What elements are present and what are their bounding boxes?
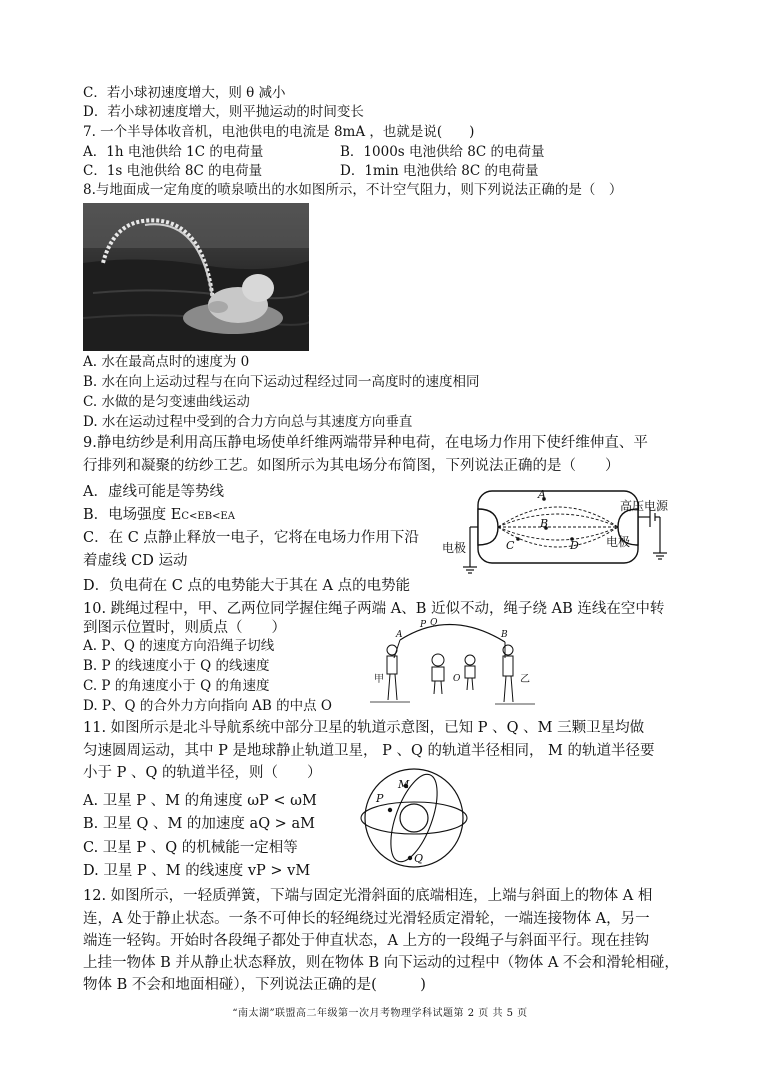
option-line: D．若小球初速度增大，则平抛运动的时间变长 [83, 104, 364, 120]
fountain-photo [83, 203, 309, 351]
option-9b-text: B．电场强度 E [83, 507, 182, 523]
option-10c: C. P 的角速度小于 Q 的角速度 [83, 678, 270, 694]
option-7a: A．1h 电池供给 1C 的电荷量 [83, 144, 264, 160]
power-label: 高压电源 [620, 499, 669, 513]
question-12-line5: 物体 B 不会和地面相碰），下列说法正确的是( ) [83, 977, 426, 993]
question-11-line3: 小于 P 、Q 的轨道半径，则（ ） [83, 765, 322, 781]
option-8a: A. 水在最高点时的速度为 0 [83, 354, 250, 370]
option-9a: A．虚线可能是等势线 [83, 484, 224, 500]
person-yi-label: 乙 [520, 674, 530, 685]
option-10a: A. P、Q 的速度方向沿绳子切线 [83, 638, 275, 654]
option-9c-line1: C．在 C 点静止释放一电子，它将在电场力作用下沿 [83, 530, 419, 546]
satellite-q-label: Q [414, 852, 424, 865]
point-d-label: D [570, 539, 579, 552]
option-11d: D. 卫星 P 、M 的线速度 vP > vM [83, 863, 311, 879]
option-9b-subscript: C<EB<EA [181, 511, 235, 522]
satellite-p-label: P [376, 792, 384, 805]
question-12-line3: 端连一轻钩。开始时各段绳子都处于伸直状态，A 上方的一段绳子与斜面平行。现在挂钩 [83, 933, 650, 949]
option-8d: D. 水在运动过程中受到的合力方向总与其速度方向垂直 [83, 414, 413, 430]
point-c-label: C [506, 539, 515, 552]
question-10-line1: 10. 跳绳过程中，甲、乙两位同学握住绳子两端 A、B 近似不动，绳子绕 AB 连线在空中转 [83, 601, 665, 617]
question-10-line2: 到图示位置时，则质点（ ） [83, 620, 286, 636]
point-a-label: A [538, 488, 546, 501]
question-7: 7. 一个半导体收音机，电池供电的电流是 8mA ，也就是说( ) [83, 124, 475, 140]
left-electrode-label: 电极 [442, 541, 467, 555]
satellite-m-label: M [398, 778, 410, 791]
page-footer: “南太湖”联盟高二年级第一次月考物理学科试题第 2 页 共 5 页 [232, 1008, 528, 1019]
jump-rope-diagram [370, 620, 540, 710]
electric-field-diagram [440, 487, 680, 579]
question-12-line2: 连，A 处于静止状态。一条不可伸长的轻绳绕过光滑轻质定滑轮，一端连接物体 A，另一 [83, 911, 650, 927]
option-7b: B．1000s 电池供给 8C 的电荷量 [340, 144, 545, 160]
person-jia-label: 甲 [374, 674, 384, 685]
rope-label-a: A [396, 630, 403, 640]
option-9d: D．负电荷在 C 点的电势能大于其在 A 点的电势能 [83, 578, 411, 594]
question-11-line1: 11. 如图所示是北斗导航系统中部分卫星的轨道示意图，已知 P 、Q 、M 三颗卫星均做 [83, 720, 645, 736]
rope-label-o: O [453, 674, 461, 684]
option-11b: B. 卫星 Q 、M 的加速度 aQ > aM [83, 816, 315, 832]
option-7c: C．1s 电池供给 8C 的电荷量 [83, 163, 263, 179]
option-line: C．若小球初速度增大，则 θ 减小 [83, 85, 286, 101]
question-12-line4: 上挂一物体 B 并从静止状态释放，则在物体 B 向下运动的过程中（物体 A 不会和滑轮相碰， [83, 955, 679, 971]
question-11-line2: 匀速圆周运动，其中 P 是地球静止轨道卫星， P 、Q 的轨道半径相同， M 的轨道半径要 [83, 743, 655, 759]
question-8: 8.与地面成一定角度的喷泉喷出的水如图所示，不计空气阻力，则下列说法正确的是（ ） [83, 182, 623, 198]
point-b-label: B [540, 517, 549, 530]
option-9c-line2: 着虚线 CD 运动 [83, 553, 188, 569]
option-8c: C. 水做的是匀变速曲线运动 [83, 394, 250, 410]
option-8b: B. 水在向上运动过程与在向下运动过程经过同一高度时的速度相同 [83, 374, 480, 390]
question-9-line1: 9.静电纺纱是利用高压静电场使单纤维两端带异种电荷，在电场力作用下使纤维伸直、平 [83, 435, 648, 451]
rope-label-p: P [420, 620, 427, 630]
satellite-orbit-diagram [358, 766, 470, 870]
question-9-line2: 行排列和凝聚的纺纱工艺。如图所示为其电场分布简图，下列说法正确的是（ ） [83, 458, 620, 474]
option-7d: D．1min 电池供给 8C 的电荷量 [340, 163, 539, 179]
option-10b: B. P 的线速度小于 Q 的线速度 [83, 658, 270, 674]
option-11a: A. 卫星 P 、M 的角速度 ωP < ωM [83, 793, 317, 809]
right-electrode-label: 电极 [606, 535, 631, 549]
rope-label-b: B [501, 630, 508, 640]
option-10d: D. P、Q 的合外力方向指向 AB 的中点 O [83, 698, 332, 714]
rope-label-q: Q [430, 618, 438, 628]
question-12-line1: 12. 如图所示，一轻质弹簧，下端与固定光滑斜面的底端相连，上端与斜面上的物体 A 相 [83, 888, 653, 904]
option-11c: C. 卫星 P 、Q 的机械能一定相等 [83, 840, 298, 856]
option-9b [83, 505, 235, 527]
